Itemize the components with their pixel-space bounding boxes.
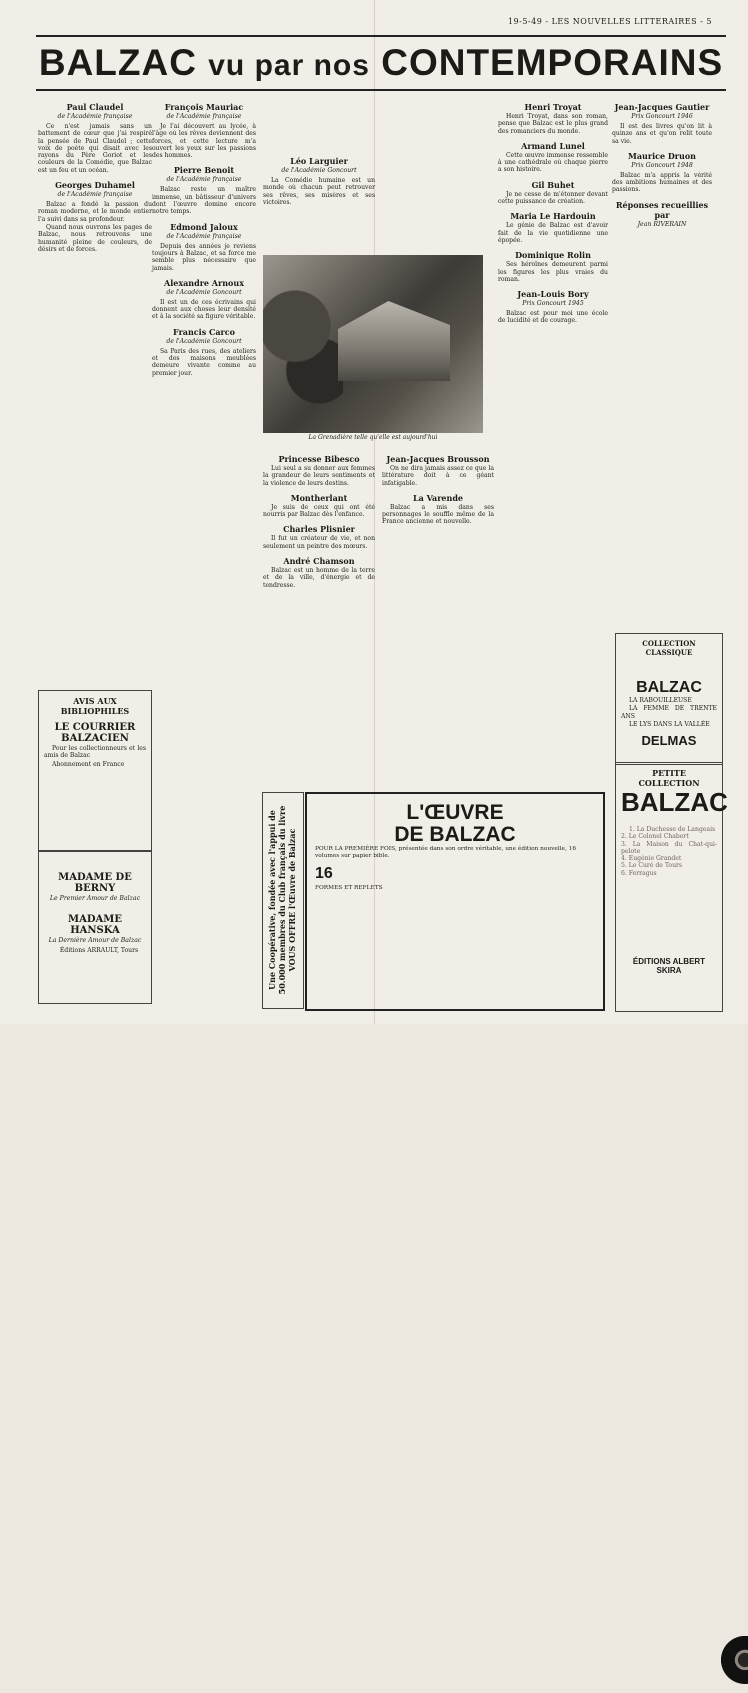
far-right-column bbox=[612, 96, 712, 231]
author-name: Montherlant bbox=[290, 492, 348, 503]
author-name: Armand Lunel bbox=[521, 140, 585, 151]
bibliophile-notice bbox=[38, 690, 152, 852]
author-name: La Varende bbox=[412, 492, 464, 503]
author-name: Léo Larguier bbox=[290, 156, 348, 166]
collection-label: COLLECTION CLASSIQUE bbox=[642, 639, 696, 657]
author-subtitle: de l'Académie Goncourt bbox=[166, 337, 242, 345]
balzac-work-ad bbox=[305, 792, 605, 1011]
ad-title: L'ŒUVRE DE BALZAC bbox=[394, 801, 516, 846]
notice-text: Abonnement en France bbox=[52, 760, 125, 768]
center-column bbox=[263, 448, 375, 589]
collection-item: LA FEMME DE TRENTE ANS bbox=[621, 705, 717, 720]
author-name: Jean-Louis Bory bbox=[517, 289, 589, 300]
article-text: Je l'ai découvert au lycée, à l'âge où les rêves deviennent des forces, et cette lecture m'a ouvert les yeux sur les passions des hommes. bbox=[152, 123, 256, 160]
author-name: Jean-Jacques Brousson bbox=[386, 454, 490, 464]
author-name: Edmond Jaloux bbox=[170, 221, 238, 232]
author-subtitle: de l'Académie Goncourt bbox=[281, 167, 357, 174]
collection-title: BALZAC bbox=[636, 679, 702, 696]
vertical-ad-text: Une Coopérative, fondée avec l'appui de 50.000 membres du Club français du livre VOUS OFFRE l'Œuvre de Balzac bbox=[267, 805, 297, 995]
page-title bbox=[36, 35, 726, 91]
author-name: Réponses recueillies par bbox=[615, 199, 709, 220]
book-title: MADAME DE BERNY bbox=[58, 872, 132, 894]
author-name: Pierre Benoit bbox=[173, 165, 235, 176]
house-photo bbox=[263, 255, 483, 433]
author-name: André Chamson bbox=[283, 556, 355, 567]
author-subtitle: de l'Académie française bbox=[166, 176, 242, 184]
author-name: Maurice Druon bbox=[628, 150, 696, 161]
publisher-name: DELMAS bbox=[641, 733, 697, 749]
article-text: Ce n'est jamais sans un battement de cœur que j'ai respiré la pensée de Paul Claudel ; cette voix de poète qui disait avec les rayons du Père Goriot et les couleurs de la Comédie, que Balzac est un feu et un océan. bbox=[38, 123, 152, 174]
author-subtitle: de l'Académie française bbox=[166, 113, 242, 120]
left-column bbox=[38, 96, 152, 253]
article-text: La Comédie humaine est un monde où chacun peut retrouver ses rêves, ses misères et ses victoires. bbox=[263, 177, 375, 206]
author-name: Georges Duhamel bbox=[55, 180, 135, 191]
title-balzac: BALZAC bbox=[38, 42, 197, 83]
author-name: Jean-Jacques Gautier bbox=[614, 102, 710, 112]
article-text: Depuis des années je reviens toujours à Balzac, et sa force me semble plus nécessaire que jamais. bbox=[152, 242, 256, 272]
author-subtitle: Jean RIVERAIN bbox=[637, 220, 687, 228]
notice-text: Pour les collectionneurs et les amis de Balzac bbox=[44, 745, 146, 760]
article-text: Quand nous ouvrons les pages de Balzac, nous retrouvons une humanité pleine de couleurs, de désirs et de forces. bbox=[38, 223, 152, 253]
collection-title: BALZAC bbox=[621, 787, 728, 817]
author-name: Gil Buhet bbox=[531, 179, 575, 190]
book-title: MADAME HANSKA bbox=[68, 914, 122, 936]
volume-count: 16 bbox=[315, 865, 333, 883]
article-text: Je suis de ceux qui ont été nourris par Balzac dès l'enfance. bbox=[263, 503, 375, 519]
author-subtitle: de l'Académie française bbox=[57, 113, 133, 120]
article-text: Balzac a fondé la passion du roman moderne, et le monde entier l'a suivi dans sa profondeur. bbox=[38, 201, 152, 223]
author-name: Maria Le Hardouin bbox=[510, 211, 596, 222]
balzac-portrait bbox=[717, 1636, 748, 1693]
author-name: Charles Plisnier bbox=[283, 524, 355, 535]
book-subtitle: Le Premier Amour de Balzac bbox=[49, 895, 141, 902]
author-subtitle: Prix Goncourt 1945 bbox=[522, 300, 584, 308]
cooperative-vertical-ad bbox=[262, 792, 304, 1009]
article-text: Il est des livres qu'on lit à quinze ans et qu'on relit toute sa vie. bbox=[612, 123, 712, 145]
article-text: Je ne cesse de m'étonner devant cette puissance de création. bbox=[498, 190, 608, 206]
author-name: François Mauriac bbox=[164, 102, 244, 112]
article-text: On ne dira jamais assez ce que la littérature doit à ce géant infatigable. bbox=[382, 465, 494, 487]
publisher-name: ÉDITIONS ALBERT SKIRA bbox=[632, 957, 706, 976]
author-name: Alexandre Arnoux bbox=[164, 277, 244, 288]
article-text: Balzac est un homme de la terre et de la ville, d'énergie et de tendresse. bbox=[263, 567, 375, 589]
ad-description: POUR LA PREMIÈRE FOIS, présentée dans son ordre véritable, une édition nouvelle, 16 volumes sur papier bible. bbox=[315, 846, 577, 859]
notice-heading: LE COURRIER BALZACIEN bbox=[54, 722, 136, 744]
article-text: Balzac reste un maître immense, un bâtisseur d'univers dont l'œuvre domine encore notre temps. bbox=[152, 186, 256, 216]
article-text: Balzac a mis dans ses personnages le souffle même de la France ancienne et nouvelle. bbox=[382, 503, 494, 526]
article-text: Balzac m'a appris la vérité des ambitions humaines et des passions. bbox=[612, 171, 712, 194]
collection-heading: PETITE COLLECTION bbox=[638, 768, 700, 788]
book-subtitle: La Dernière Amour de Balzac bbox=[48, 937, 142, 944]
article-text: Il fut un créateur de vie, et non seulement un peintre des mœurs. bbox=[263, 535, 375, 550]
right-column bbox=[498, 96, 608, 325]
center-top-column bbox=[263, 150, 375, 206]
collection-item: LE LYS DANS LA VALLÉE bbox=[629, 720, 710, 728]
author-name: Francis Carco bbox=[173, 326, 235, 337]
author-subtitle: de l'Académie française bbox=[57, 191, 133, 199]
trees-image bbox=[263, 255, 343, 433]
photo-caption: La Grenadière telle qu'elle est aujourd'hui bbox=[308, 434, 438, 441]
author-subtitle: de l'Académie française bbox=[166, 232, 242, 240]
classic-collection-box bbox=[615, 633, 723, 765]
publisher-name: Éditions ARRAULT, Tours bbox=[59, 947, 139, 954]
author-name: Princesse Bibesco bbox=[278, 454, 360, 464]
article-text: Sa Paris des rues, des ateliers et des maisons meublées demeure vivante comme au premier jour. bbox=[152, 347, 256, 377]
article-text: Henri Troyat, dans son roman, pense que Balzac est le plus grand des romanciers du monde. bbox=[498, 113, 608, 135]
petite-collection-box: PETITE COLLECTION BALZAC 1. La Duchesse de Langeais 2. Le Colonel Chabert 3. La Maison du Chat-qui-pelote 4. Eugénie Grandet 5. Le Curé de Tours 6. Ferragus ÉDITIONS ALBERT SKIRA bbox=[615, 762, 723, 1012]
ad-side-text: FORMES ET REFLETS bbox=[315, 885, 383, 892]
article-text: Il est un de ces écrivains qui donnent aux choses leur densité et à la société sa figure véritable. bbox=[152, 298, 256, 321]
author-subtitle: de l'Académie Goncourt bbox=[166, 288, 242, 296]
title-contemporains: CONTEMPORAINS bbox=[381, 42, 724, 83]
article-text: Balzac est pour moi une école de lucidité et de courage. bbox=[498, 310, 608, 325]
house-image bbox=[338, 301, 450, 381]
author-name: Henri Troyat bbox=[524, 102, 582, 112]
author-name: Paul Claudel bbox=[66, 102, 124, 112]
notice-title: AVIS AUX BIBLIOPHILES bbox=[60, 696, 130, 716]
author-name: Dominique Rolin bbox=[515, 250, 591, 261]
book-notice bbox=[38, 850, 152, 1004]
author-subtitle: Prix Goncourt 1948 bbox=[631, 161, 693, 169]
title-middle: vu par nos bbox=[208, 49, 370, 82]
article-text: Lui seul a su donner aux femmes la grandeur de leurs sentiments et la violence de leurs destins. bbox=[263, 465, 375, 487]
article-text: Ses héroïnes demeurent parmi les figures les plus vraies du roman. bbox=[498, 261, 608, 283]
collection-item: LA RABOUILLEUSE bbox=[629, 697, 692, 704]
running-header: 19-5-49 - LES NOUVELLES LITTERAIRES - 5 bbox=[507, 17, 712, 26]
article-text: Le génie de Balzac est d'avoir fait de la vie quotidienne une épopée. bbox=[498, 222, 608, 244]
center-left-column bbox=[152, 96, 256, 377]
author-subtitle: Prix Goncourt 1946 bbox=[631, 113, 693, 120]
article-text: Cette œuvre immense ressemble à une cathédrale où chaque pierre a son histoire. bbox=[498, 151, 608, 174]
center-right-column bbox=[382, 448, 494, 526]
